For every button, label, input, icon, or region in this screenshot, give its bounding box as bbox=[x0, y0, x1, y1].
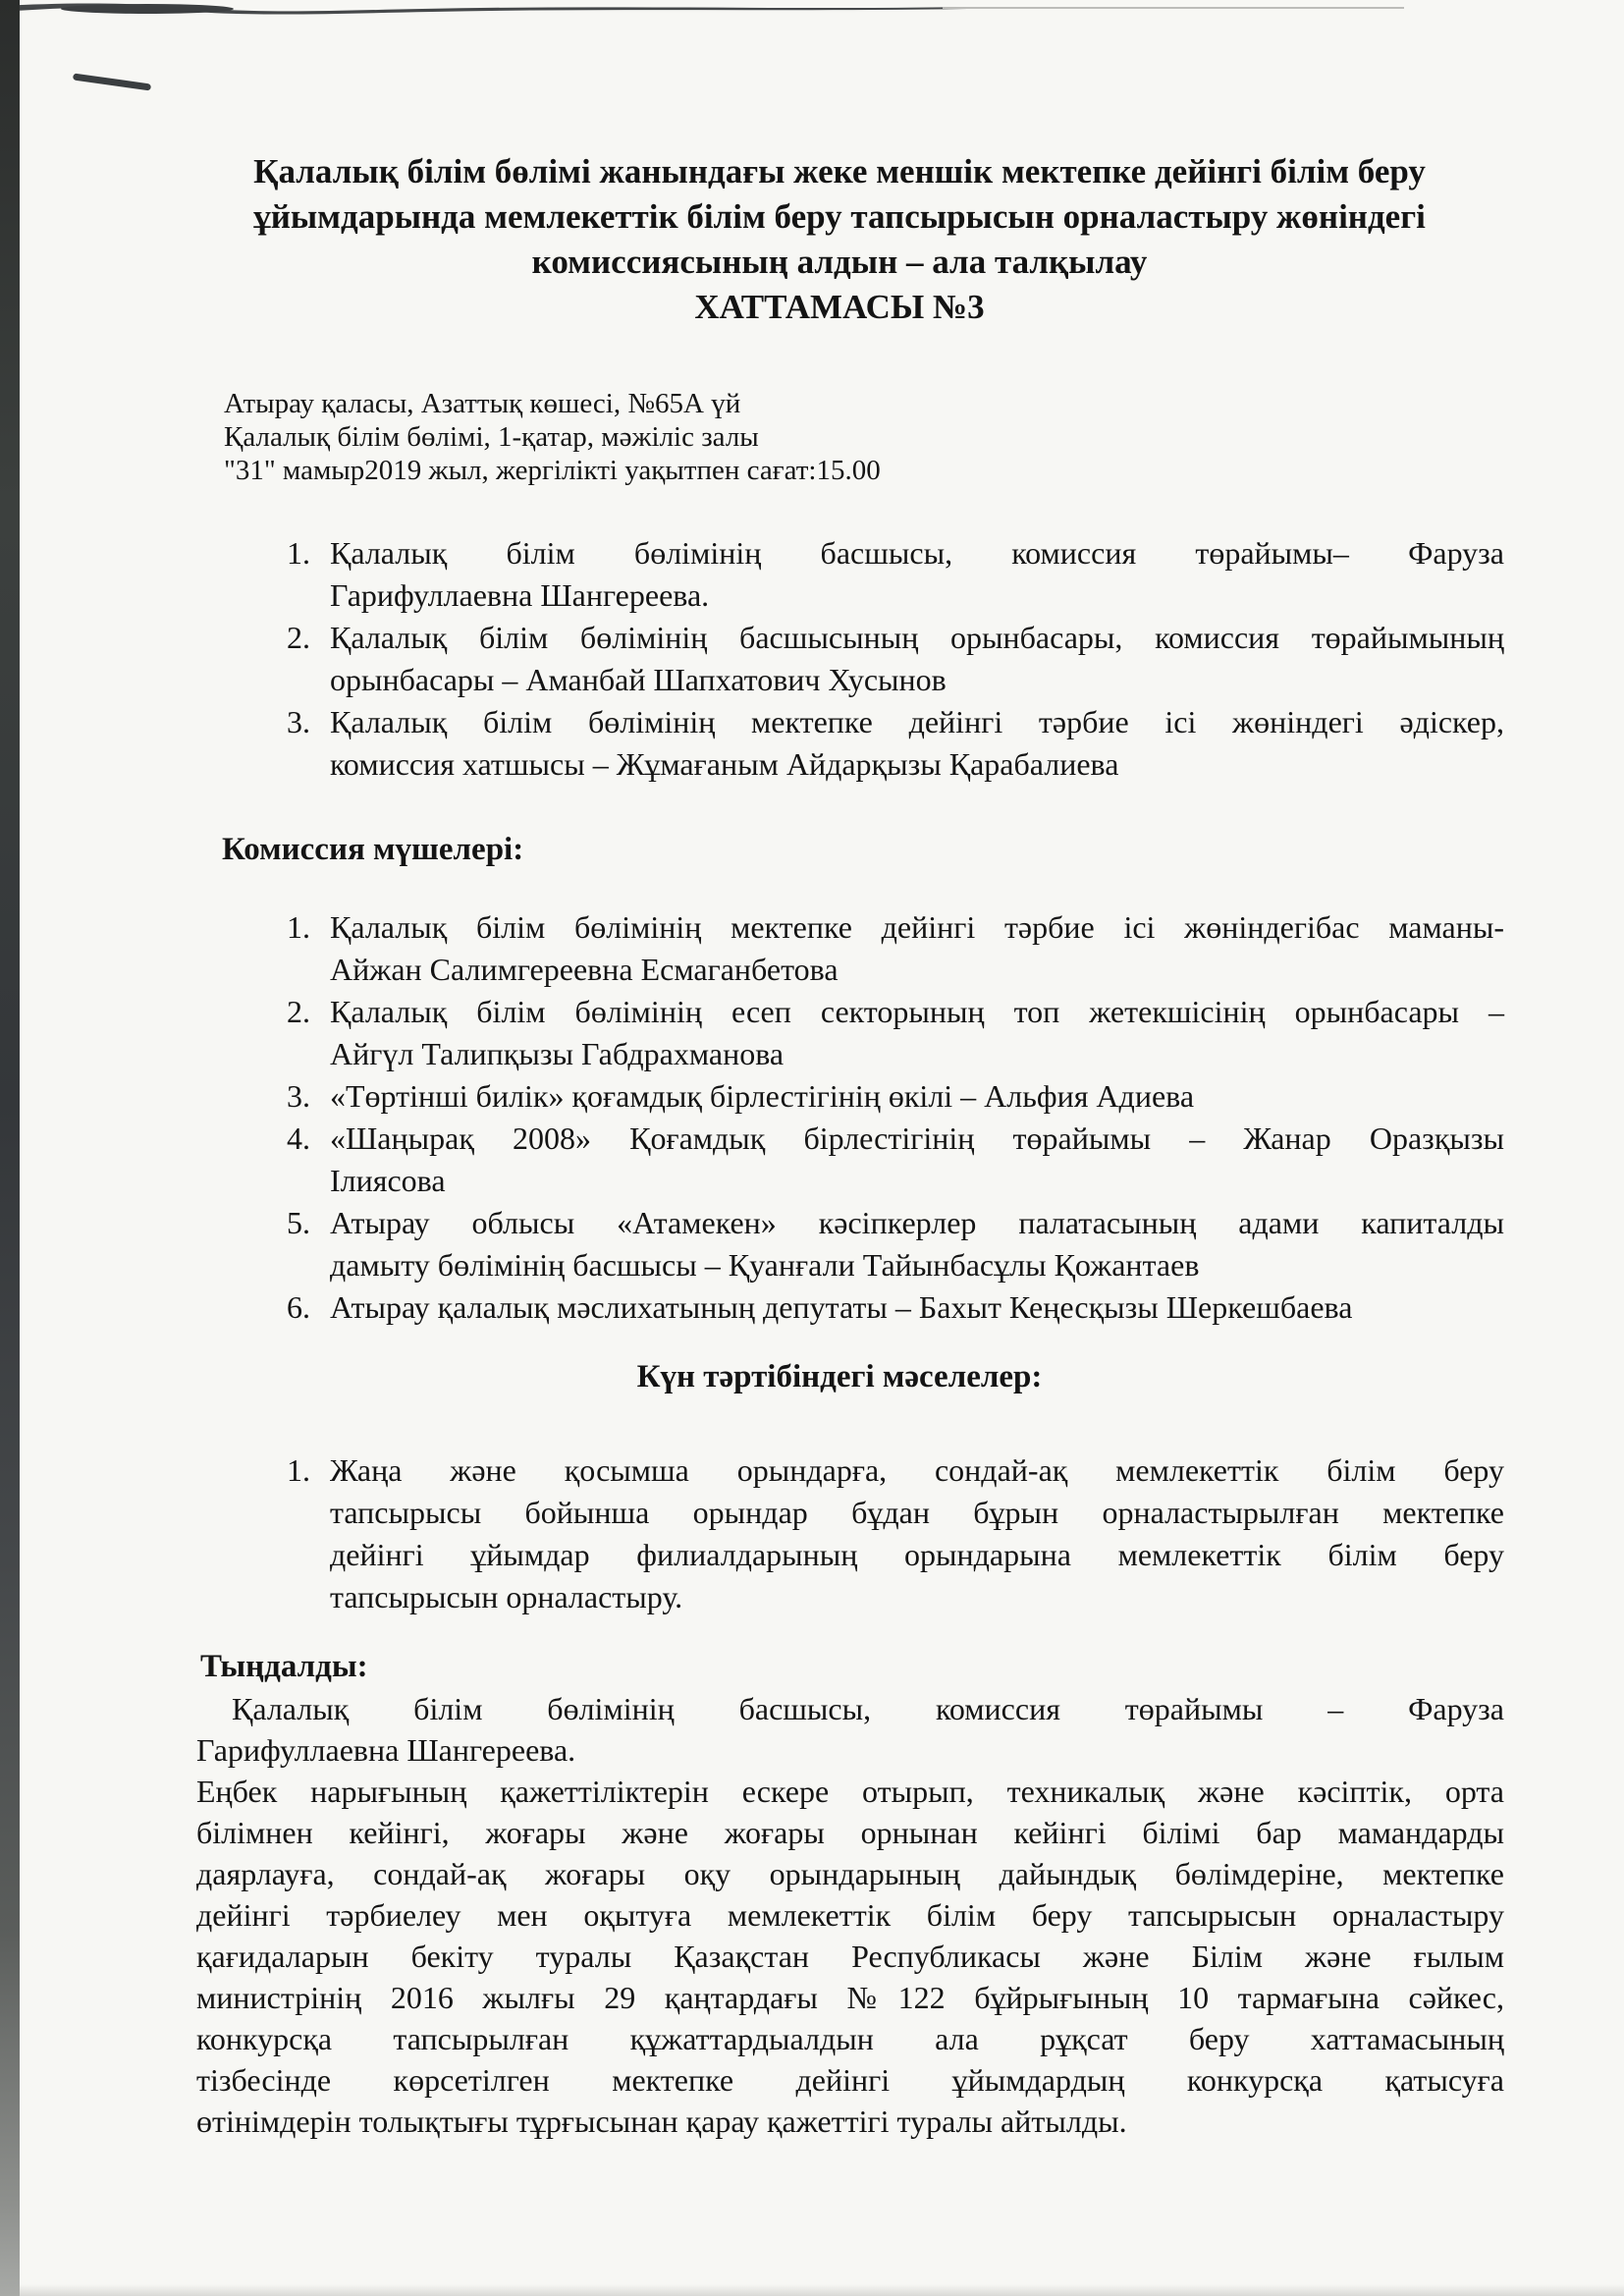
paragraph-line: білімнен кейінгі, жоғары және жоғары орнынан кейінгі білімі бар мамандарды bbox=[196, 1815, 1504, 1850]
heard-heading: Тыңдалды: bbox=[200, 1649, 368, 1684]
scan-bottom-edge bbox=[0, 2284, 1624, 2296]
item-line: «Шаңырақ 2008» Қоғамдық бірлестігінің төрайымы – Жанар Оразқызы bbox=[330, 1121, 1504, 1156]
list-item bbox=[287, 991, 1504, 1075]
title-line: комиссиясының алдын – ала талқылау bbox=[531, 243, 1148, 281]
list-item bbox=[287, 532, 1504, 617]
item-line: Қалалық білім бөлімінің есеп секторының топ жетекшісінің орынбасары – bbox=[330, 994, 1504, 1029]
agenda-list bbox=[287, 1449, 1504, 1618]
list-item bbox=[287, 1202, 1504, 1286]
item-number: 6. bbox=[287, 1289, 310, 1325]
item-line: Қалалық білім бөлімінің мектепке дейінгі тәрбие ісі жөніндегібас маманы- bbox=[330, 909, 1504, 945]
item-line: Атырау қалалық мәслихатының депутаты – Бахыт Кеңесқызы Шеркешбаева bbox=[330, 1289, 1353, 1325]
list-item bbox=[287, 1286, 1504, 1329]
list-item bbox=[287, 701, 1504, 786]
paragraph-line: конкурсқа тапсырылған құжаттардыалдын ала рұқсат беру хаттамасының bbox=[196, 2021, 1504, 2056]
meeting-datetime-line: "31" мамыр2019 жыл, жергілікті уақытпен сағат:15.00 bbox=[224, 455, 881, 486]
item-line: Қалалық білім бөлімінің басшысының орынбасары, комиссия төрайымының bbox=[330, 620, 1504, 655]
scan-left-edge bbox=[0, 0, 20, 2296]
item-line: Гарифуллаевна Шангереева. bbox=[330, 577, 710, 613]
item-line: Қалалық білім бөлімінің мектепке дейінгі тәрбие ісі жөніндегі әдіскер, bbox=[330, 704, 1504, 739]
protocol-number: ХАТТАМАСЫ №3 bbox=[694, 288, 985, 326]
item-line: дейінгі ұйымдар филиалдарының орындарына мемлекеттік білім беру bbox=[330, 1537, 1504, 1572]
list-item bbox=[287, 906, 1504, 991]
title-line: ұйымдарында мемлекеттік білім беру тапсырысын орналастыру жөніндегі bbox=[253, 197, 1426, 236]
item-number: 1. bbox=[287, 535, 310, 571]
item-line: орынбасары – Аманбай Шапхатович Хусынов bbox=[330, 662, 947, 697]
members-heading: Комиссия мүшелері: bbox=[222, 832, 524, 867]
item-line: Атырау облысы «Атамекен» кәсіпкерлер палатасының адами капиталды bbox=[330, 1205, 1504, 1240]
agenda-heading: Күн тәртібіндегі мәселелер: bbox=[636, 1359, 1043, 1394]
item-number: 1. bbox=[287, 1452, 310, 1488]
item-line: Айгүл Талипқызы Габдрахманова bbox=[330, 1036, 785, 1071]
document-title bbox=[187, 149, 1492, 330]
paragraph-line: Қалалық білім бөлімінің басшысы, комиссия төрайымы – Фаруза bbox=[232, 1691, 1504, 1726]
item-number: 4. bbox=[287, 1121, 310, 1156]
item-line: комиссия хатшысы – Жұмағаным Айдарқызы Қарабалиева bbox=[330, 746, 1119, 782]
item-line: «Төртінші билік» қоғамдық бірлестігінің өкілі – Альфия Адиева bbox=[330, 1078, 1195, 1114]
item-number: 3. bbox=[287, 704, 310, 739]
list-item bbox=[287, 617, 1504, 701]
paragraph-line: министрінің 2016 жылғы 29 қаңтардағы №122 бұйрығының 10 тармағына сәйкес, bbox=[196, 1980, 1504, 2015]
item-line: Жаңа және қосымша орындарға, сондай-ақ мемлекеттік білім беру bbox=[330, 1452, 1504, 1488]
commission-chairs-list bbox=[287, 532, 1504, 786]
item-line: Ілиясова bbox=[330, 1163, 446, 1198]
commission-members-list bbox=[287, 906, 1504, 1329]
item-number: 5. bbox=[287, 1205, 310, 1240]
item-number: 1. bbox=[287, 909, 310, 945]
scan-top-edge bbox=[0, 2, 1624, 24]
address-line: Атырау қаласы, Азаттық көшесі, №65А үй bbox=[224, 388, 741, 419]
list-item bbox=[287, 1075, 1504, 1118]
list-item bbox=[287, 1118, 1504, 1202]
paragraph-line: тізбесінде көрсетілген мектепке дейінгі ұйымдардың конкурсқа қатысуға bbox=[196, 2062, 1504, 2098]
item-line: Қалалық білім бөлімінің басшысы, комиссия төрайымы– Фаруза bbox=[330, 535, 1504, 571]
paragraph-line: Еңбек нарығының қажеттіліктерін ескере отырып, техникалық және кәсіптік, орта bbox=[196, 1774, 1504, 1809]
heard-paragraph bbox=[196, 1688, 1504, 2142]
meeting-location-block bbox=[224, 387, 1624, 487]
item-line: тапсырысын орналастыру. bbox=[330, 1579, 683, 1614]
list-item bbox=[287, 1449, 1504, 1618]
paragraph-line: қағидаларын бекіту туралы Қазақстан Республикасы және Білім және ғылым bbox=[196, 1939, 1504, 1974]
item-number: 2. bbox=[287, 994, 310, 1029]
paragraph-line: өтінімдерін толықтығы тұрғысынан қарау қажеттігі туралы айтылды. bbox=[196, 2104, 1127, 2139]
paragraph-line: даярлауға, сондай-ақ жоғары оқу орындарының дайындық бөлімдеріне, мектепке bbox=[196, 1856, 1504, 1891]
item-line: Айжан Салимгереевна Есмаганбетова bbox=[330, 952, 839, 987]
item-number: 2. bbox=[287, 620, 310, 655]
paragraph-line: Гарифуллаевна Шангереева. bbox=[196, 1732, 576, 1768]
item-line: дамыту бөлімінің басшысы – Қуанғали Тайынбасұлы Қожантаев bbox=[330, 1247, 1200, 1283]
title-line: Қалалық білім бөлімі жанындағы жеке меншік мектепке дейінгі білім беру bbox=[253, 152, 1426, 191]
paragraph-line: дейінгі тәрбиелеу мен оқытуға мемлекеттік білім беру тапсырысын орналастыру bbox=[196, 1897, 1504, 1933]
item-number: 3. bbox=[287, 1078, 310, 1114]
address-line: Қалалық білім бөлімі, 1-қатар, мәжіліс залы bbox=[224, 421, 759, 453]
item-line: тапсырысы бойынша орындар бұдан бұрын орналастырылған мектепке bbox=[330, 1495, 1504, 1530]
